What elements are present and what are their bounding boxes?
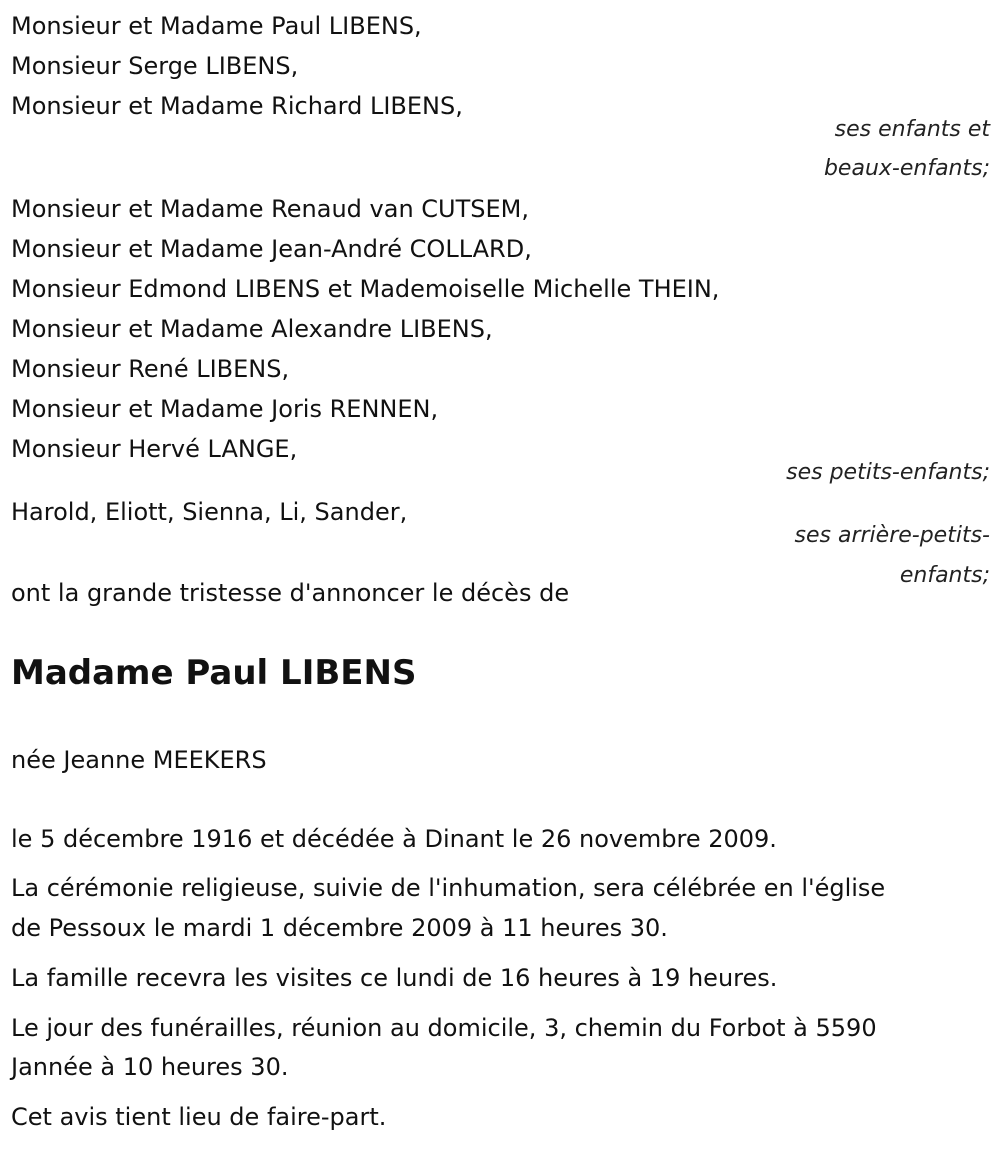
relationship-label: ses enfants et: [834, 117, 990, 142]
family-member-line: Monsieur et Madame Richard LIBENS,: [11, 92, 463, 120]
deceased-name: Madame Paul LIBENS: [11, 653, 417, 693]
relationship-label: beaux-enfants;: [823, 156, 990, 181]
family-member-line: Monsieur Edmond LIBENS et Mademoiselle Michelle THEIN,: [11, 275, 720, 303]
maiden-name: née Jeanne MEEKERS: [11, 746, 267, 774]
family-member-line: Monsieur et Madame Renaud van CUTSEM,: [11, 195, 530, 223]
relationship-label: ses petits-enfants;: [786, 460, 990, 485]
detail-line: Jannée à 10 heures 30.: [11, 1053, 289, 1081]
detail-line: Cet avis tient lieu de faire-part.: [11, 1103, 387, 1131]
family-member-line: Monsieur et Madame Alexandre LIBENS,: [11, 315, 493, 343]
detail-line: La famille recevra les visites ce lundi de 16 heures à 19 heures.: [11, 964, 778, 992]
family-member-line: Monsieur et Madame Paul LIBENS,: [11, 12, 422, 40]
detail-line: de Pessoux le mardi 1 décembre 2009 à 11 heures 30.: [11, 914, 668, 942]
family-member-line: Monsieur et Madame Jean-André COLLARD,: [11, 235, 532, 263]
detail-line: Le jour des funérailles, réunion au domicile, 3, chemin du Forbot à 5590: [11, 1014, 877, 1042]
family-member-line: Monsieur et Madame Joris RENNEN,: [11, 395, 439, 423]
family-member-line: Monsieur Hervé LANGE,: [11, 435, 298, 463]
family-member-line: Harold, Eliott, Sienna, Li, Sander,: [11, 498, 408, 526]
family-member-line: Monsieur René LIBENS,: [11, 355, 290, 383]
detail-line: le 5 décembre 1916 et décédée à Dinant le 26 novembre 2009.: [11, 825, 777, 853]
family-member-line: Monsieur Serge LIBENS,: [11, 52, 299, 80]
detail-line: La cérémonie religieuse, suivie de l'inhumation, sera célébrée en l'église: [11, 874, 886, 902]
announcement-text: ont la grande tristesse d'annoncer le décès de: [11, 579, 570, 607]
relationship-label: ses arrière-petits-: [794, 523, 990, 548]
relationship-label: enfants;: [899, 563, 990, 588]
